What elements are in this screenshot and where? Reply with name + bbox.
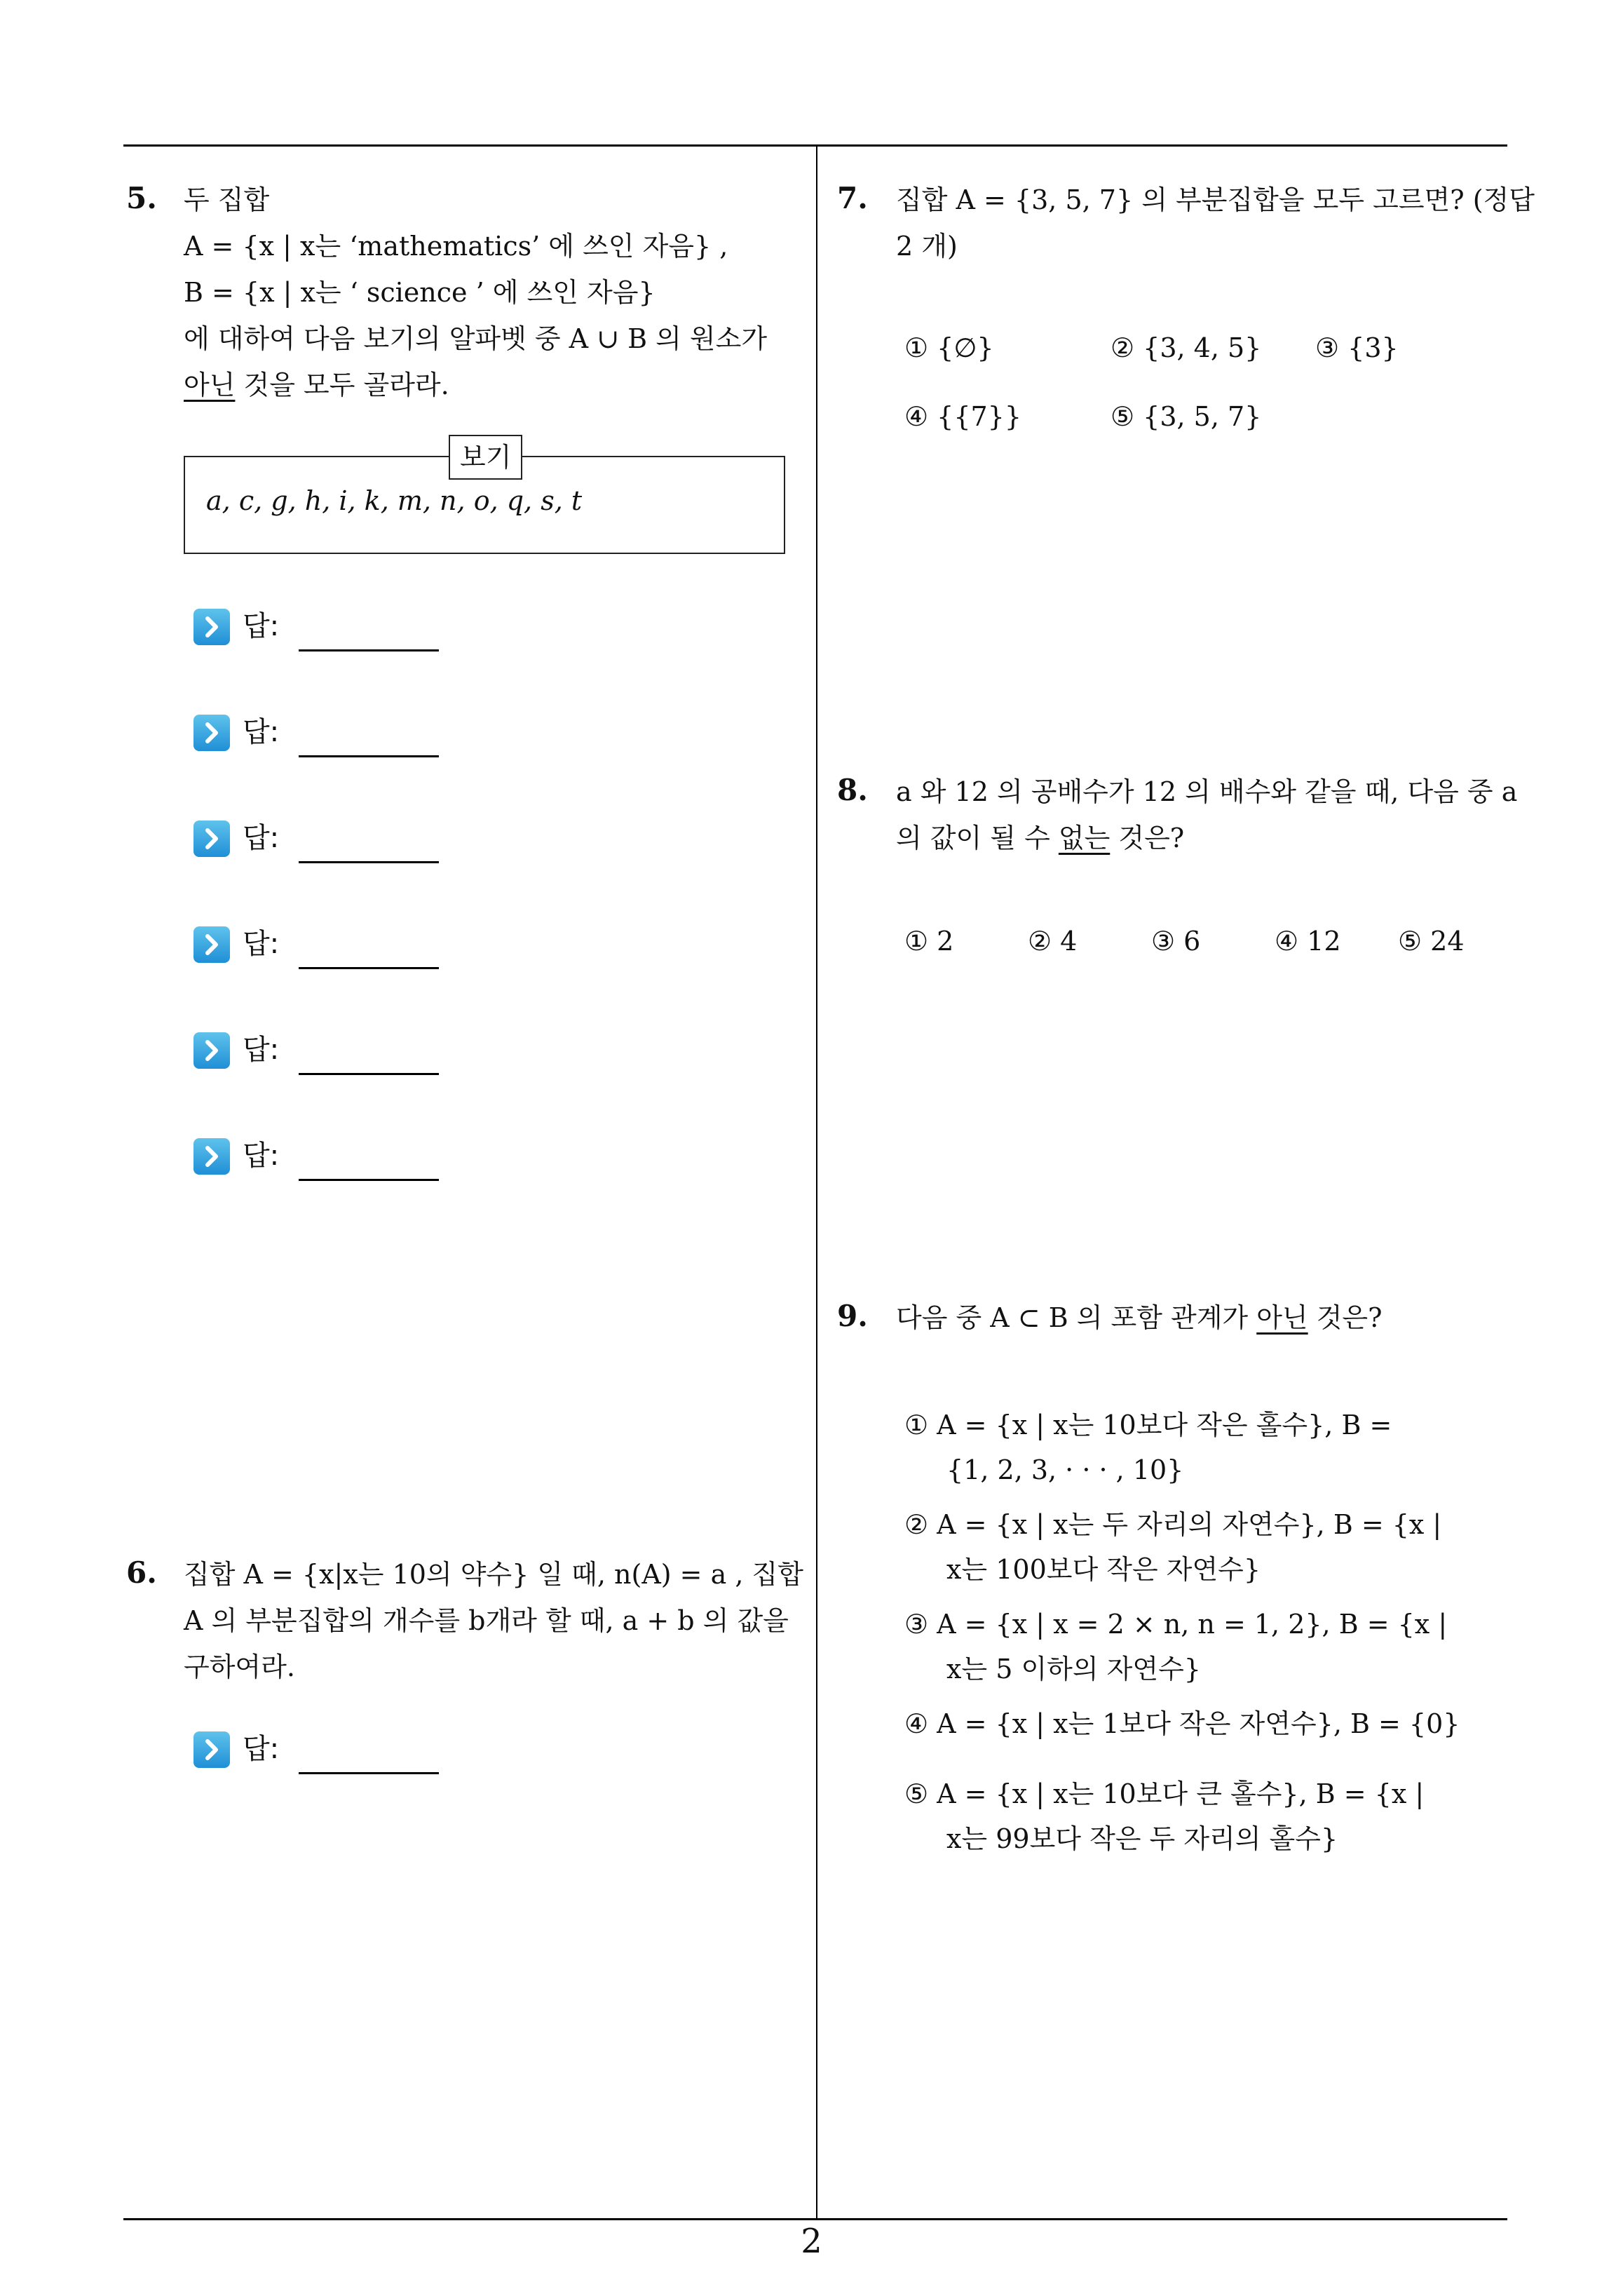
q5-set-a: A = {x | x는 ‘mathematics’ 에 쓰인 자음} ,	[184, 231, 728, 262]
answer-blank[interactable]	[299, 861, 439, 863]
q8-option-2[interactable]: ② 4	[1028, 926, 1078, 957]
chevron-right-icon	[193, 821, 230, 857]
question-9	[896, 1295, 1499, 1341]
q7-line-2: 2 개)	[896, 231, 958, 262]
answer-label: 답:	[243, 1034, 280, 1066]
q8-line-2-post: 것은?	[1110, 823, 1185, 853]
question-number-8: 8.	[837, 773, 868, 807]
q8-option-3[interactable]: ③ 6	[1151, 926, 1201, 957]
page-number: 2	[801, 2222, 822, 2261]
chevron-right-icon	[193, 1731, 230, 1768]
q5-line-1: 두 집합	[184, 184, 270, 215]
answer-blank[interactable]	[299, 1179, 439, 1181]
q5-line-5-rest: 것을 모두 골라라.	[235, 370, 449, 400]
answer-label: 답:	[243, 822, 280, 854]
column-divider	[816, 144, 817, 2220]
q8-line-1: a 와 12 의 공배수가 12 의 배수와 같을 때, 다음 중 a	[896, 776, 1518, 807]
q7-line-1: 집합 A = {3, 5, 7} 의 부분집합을 모두 고르면? (정답	[896, 184, 1535, 215]
q6-line-2: A 의 부분집합의 개수를 b개라 할 때, a + b 의 값을	[184, 1605, 789, 1636]
chevron-right-icon	[193, 926, 230, 963]
answer-label: 답:	[243, 716, 280, 748]
chevron-right-icon	[193, 1032, 230, 1069]
q9-option-5-line-1: ⑤ A = {x | x는 10보다 큰 홀수}, B = {x |	[904, 1778, 1425, 1809]
q9-option-2-line-2: x는 100보다 작은 자연수}	[946, 1554, 1261, 1585]
question-5	[184, 177, 801, 408]
q9-option-5-line-2: x는 99보다 작은 두 자리의 홀수}	[946, 1823, 1338, 1854]
q9-option-2[interactable]	[904, 1502, 1441, 1592]
chevron-right-icon	[193, 1138, 230, 1175]
q8-line-2-pre: 의 값이 될 수	[896, 823, 1059, 853]
q9-option-1[interactable]	[904, 1403, 1392, 1492]
q8-option-4[interactable]: ④ 12	[1275, 926, 1341, 957]
q9-option-3[interactable]	[904, 1602, 1447, 1691]
answer-blank[interactable]	[299, 755, 439, 757]
q5-line-4: 에 대하여 다음 보기의 알파벳 중 A ∪ B 의 원소가	[184, 323, 768, 354]
q9-option-5[interactable]	[904, 1771, 1424, 1861]
q7-option-5[interactable]: ⑤ {3, 5, 7}	[1111, 401, 1262, 432]
q5-underlined-word: 아닌	[184, 370, 236, 400]
q8-option-5[interactable]: ⑤ 24	[1398, 926, 1465, 957]
answer-label: 답:	[243, 1140, 280, 1172]
top-rule	[123, 144, 1507, 147]
q7-option-4[interactable]: ④ {{7}}	[904, 401, 1022, 432]
answer-blank[interactable]	[299, 1073, 439, 1075]
answer-label: 답:	[243, 1733, 280, 1765]
q7-option-2[interactable]: ② {3, 4, 5}	[1111, 332, 1262, 363]
answer-blank[interactable]	[299, 967, 439, 969]
question-6	[184, 1551, 801, 1690]
answer-label: 답:	[243, 928, 280, 960]
bottom-rule	[123, 2218, 1507, 2220]
q6-line-3: 구하여라.	[184, 1652, 295, 1682]
answer-blank[interactable]	[299, 1772, 439, 1774]
chevron-right-icon	[193, 609, 230, 645]
q9-option-2-line-1: ② A = {x | x는 두 자리의 자연수}, B = {x |	[904, 1509, 1442, 1540]
example-box-title: 보기	[449, 435, 522, 480]
question-8	[896, 769, 1518, 861]
q7-option-1[interactable]: ① {∅}	[904, 332, 994, 363]
question-7	[896, 177, 1535, 269]
q9-underlined-word: 아닌	[1256, 1302, 1308, 1333]
q9-option-1-line-2: {1, 2, 3, · · · , 10}	[946, 1454, 1184, 1485]
q8-line-2	[896, 815, 1499, 861]
q9-option-1-line-1: ① A = {x | x는 10보다 작은 홀수}, B =	[904, 1410, 1392, 1440]
q9-option-3-line-1: ③ A = {x | x = 2 × n, n = 1, 2}, B = {x |	[904, 1609, 1448, 1640]
q6-line-1: 집합 A = {x|x는 10의 약수} 일 때, n(A) = a , 집합	[184, 1559, 803, 1590]
question-number-7: 7.	[837, 181, 868, 215]
q5-line-5	[184, 362, 801, 408]
answer-blank[interactable]	[299, 649, 439, 651]
q9-line-1	[896, 1295, 1499, 1341]
q8-underlined-word: 없는	[1058, 823, 1111, 853]
question-number-5: 5.	[126, 181, 157, 215]
example-box-content: a, c, g, h, i, k, m, n, o, q, s, t	[206, 485, 583, 516]
question-number-6: 6.	[126, 1555, 157, 1590]
q7-option-3[interactable]: ③ {3}	[1315, 332, 1399, 363]
q9-option-4[interactable]	[904, 1701, 1460, 1746]
q9-option-3-line-2: x는 5 이하의 자연수}	[946, 1654, 1201, 1684]
q9-line-1-post: 것은?	[1308, 1302, 1383, 1333]
question-number-9: 9.	[837, 1299, 868, 1333]
q5-set-b: B = {x | x는 ‘ science ’ 에 쓰인 자음}	[184, 277, 656, 308]
answer-label: 답:	[243, 610, 280, 642]
q8-option-1[interactable]: ① 2	[904, 926, 954, 957]
chevron-right-icon	[193, 715, 230, 751]
q9-option-4-line-1: ④ A = {x | x는 1보다 작은 자연수}, B = {0}	[904, 1708, 1460, 1739]
q9-line-1-pre: 다음 중 A ⊂ B 의 포함 관계가	[896, 1302, 1257, 1333]
